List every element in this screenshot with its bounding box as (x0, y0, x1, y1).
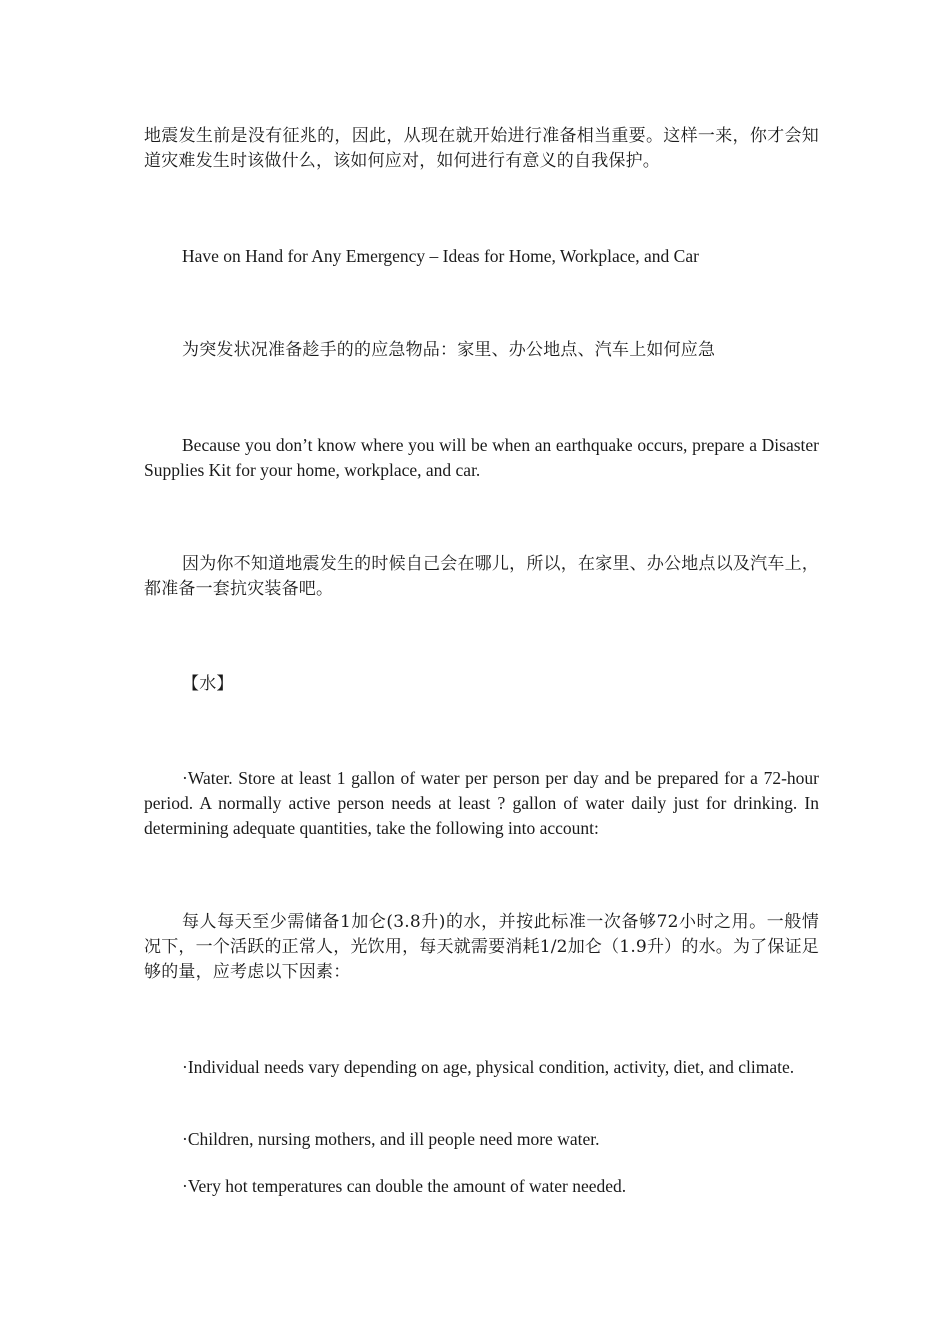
kit-paragraph-en: Because you don’t know where you will be when an earthquake occurs, prepare a Disaster Supplies Kit for your home, workplace, and car. (144, 435, 819, 480)
water-paragraph-cn: 每人每天至少需储备1加仑(3.8升)的水，并按此标准一次备够72小时之用。一般情况下，一个活跃的正常人，光饮用，每天就需要消耗1/2加仑（1.9升）的水。为了保证足够的量，应考虑以下因素： (144, 912, 819, 982)
section-heading-cn: 为突发状况准备趁手的的应急物品：家里、办公地点、汽车上如何应急 (182, 340, 716, 360)
bullet-children: ·Children, nursing mothers, and ill people need more water. (182, 1129, 600, 1149)
kit-paragraph-cn: 因为你不知道地震发生的时候自己会在哪儿，所以，在家里、办公地点以及汽车上，都准备一套抗灾装备吧。 (144, 554, 819, 599)
intro-paragraph-cn: 地震发生前是没有征兆的，因此，从现在就开始进行准备相当重要。这样一来，你才会知道灾难发生时该做什么，该如何应对，如何进行有意义的自我保护。 (144, 126, 819, 171)
section-heading-en: Have on Hand for Any Emergency – Ideas for Home, Workplace, and Car (182, 246, 699, 266)
water-heading: 【水】 (182, 674, 234, 694)
bullet-individual-needs: ·Individual needs vary depending on age, physical condition, activity, diet, and climate. (182, 1057, 795, 1077)
water-paragraph-en: ·Water. Store at least 1 gallon of water per person per day and be prepared for a 72-hour period. A normally active person needs at least ? gallon of water daily just for drinking. In determining adequate quantities, take the following into account: (144, 768, 819, 838)
bullet-hot-temperatures: ·Very hot temperatures can double the amount of water needed. (182, 1176, 627, 1196)
